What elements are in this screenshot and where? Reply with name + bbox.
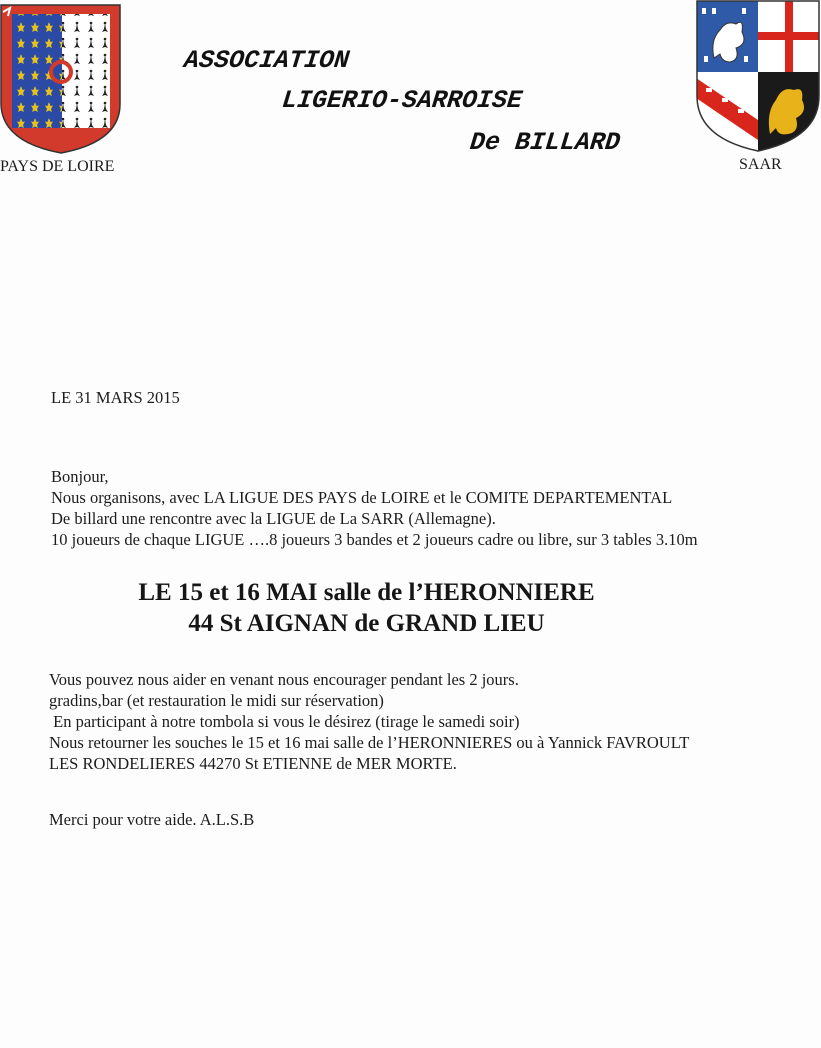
title-line-2: LIGERIO-SARROISE bbox=[280, 86, 524, 115]
intro-line: Bonjour, bbox=[51, 467, 109, 486]
details-paragraph bbox=[49, 669, 814, 779]
details-line: En participant à notre tombola si vous le désirez (tirage le samedi soir) bbox=[49, 712, 520, 731]
details-line: Nous retourner les souches le 15 et 16 mai salle de l’HERONNIERES ou à Yannick FAVROULT bbox=[49, 733, 690, 752]
intro-line: De billard une rencontre avec la LIGUE de La SARR (Allemagne). bbox=[51, 509, 496, 528]
pays-de-loire-coat-of-arms bbox=[0, 4, 122, 154]
intro-line: Nous organisons, avec LA LIGUE DES PAYS de LOIRE et le COMITE DEPARTEMENTAL bbox=[51, 488, 673, 507]
event-location: 44 St AIGNAN de GRAND LIEU bbox=[188, 610, 545, 637]
left-region-label: PAYS DE LOIRE bbox=[0, 158, 115, 175]
letter-date: LE 31 MARS 2015 bbox=[51, 388, 180, 407]
intro-line: 10 joueurs de chaque LIGUE ….8 joueurs 3 bandes et 2 joueurs cadre ou libre, sur 3 tables 3.10m bbox=[51, 530, 698, 549]
details-line: gradins,bar (et restauration le midi sur réservation) bbox=[49, 691, 384, 710]
details-line: Vous pouvez nous aider en venant nous encourager pendant les 2 jours. bbox=[49, 670, 519, 689]
closing-signature: Merci pour votre aide. A.L.S.B bbox=[49, 810, 255, 829]
event-headline bbox=[0, 578, 733, 642]
saarland-coat-of-arms bbox=[696, 0, 820, 152]
title-line-1: ASSOCIATION bbox=[182, 46, 351, 75]
intro-paragraph bbox=[51, 466, 811, 556]
title-line-3: De BILLARD bbox=[468, 128, 622, 157]
event-date-venue: LE 15 et 16 MAI salle de l’HERONNIERE bbox=[138, 579, 595, 606]
details-line: LES RONDELIERES 44270 St ETIENNE de MER MORTE. bbox=[49, 754, 457, 773]
right-region-label: SAAR bbox=[739, 156, 782, 173]
